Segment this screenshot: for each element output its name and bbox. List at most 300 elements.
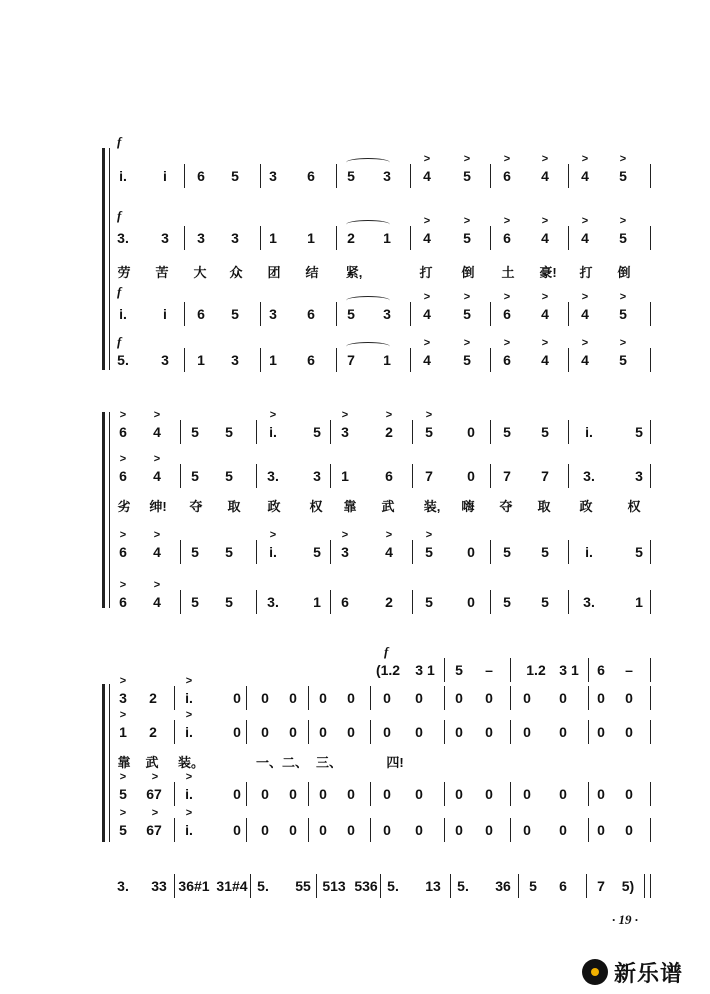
staff-row [114, 453, 654, 490]
note: 3 [269, 306, 277, 322]
barline [490, 348, 491, 372]
note: 3 [341, 544, 349, 560]
barline [412, 464, 413, 488]
note: 4 [581, 168, 589, 184]
barline [588, 782, 589, 806]
note: 2 [149, 690, 157, 706]
note: 0 [319, 690, 327, 706]
system-bracket [102, 412, 105, 608]
accent-mark: > [153, 529, 161, 541]
note: 0 [559, 690, 567, 706]
note: 4 [423, 168, 431, 184]
note: 0 [523, 690, 531, 706]
note: 6 [307, 168, 315, 184]
accent-mark: > [425, 409, 433, 421]
staff-row [114, 807, 654, 844]
accent-mark: > [119, 579, 127, 591]
lyric-char: 团 [267, 265, 281, 280]
note: 3 [269, 168, 277, 184]
accent-mark: > [153, 409, 161, 421]
note: 0 [523, 724, 531, 740]
barline [650, 348, 651, 372]
slur [346, 342, 390, 351]
lyric-char: 装。 [177, 755, 204, 770]
note: 0 [485, 724, 493, 740]
lyric-char: 武 [145, 755, 159, 770]
barline [650, 686, 651, 710]
note: 3. [583, 594, 595, 610]
note: i. [119, 168, 127, 184]
barline [490, 226, 491, 250]
lyric-char: 靠 [117, 755, 131, 770]
note: 7 [425, 468, 433, 484]
accent-mark: > [581, 291, 589, 303]
accent-mark: > [153, 579, 161, 591]
note: 31#4 [216, 878, 248, 894]
barline [650, 720, 651, 744]
note: 536 [354, 878, 378, 894]
system-bracket [102, 148, 105, 370]
lyric-char: 取 [537, 499, 551, 514]
note: 3 1 [415, 662, 435, 678]
note: 0 [559, 786, 567, 802]
barline [174, 818, 175, 842]
note: 5 [225, 594, 233, 610]
lyric-char: 靠 [343, 499, 357, 514]
note: 5 [191, 468, 199, 484]
note: 13 [425, 878, 441, 894]
barline [588, 818, 589, 842]
note: 5 [463, 352, 471, 368]
barline [518, 874, 519, 898]
barline [650, 874, 651, 898]
note: 0 [383, 690, 391, 706]
note: – [485, 662, 493, 678]
accent-mark: > [463, 153, 471, 165]
note: 5 [503, 594, 511, 610]
barline [184, 226, 185, 250]
note: 5 [347, 306, 355, 322]
note: 5 [463, 230, 471, 246]
barline [174, 874, 175, 898]
barline [444, 686, 445, 710]
barline [510, 782, 511, 806]
note: 0 [289, 822, 297, 838]
accent-mark: > [119, 709, 127, 721]
note: 6 [197, 168, 205, 184]
accent-mark: > [385, 529, 393, 541]
note: 4 [423, 306, 431, 322]
note: i. [269, 424, 277, 440]
barline [568, 420, 569, 444]
barline [174, 686, 175, 710]
note: (1.2 [375, 662, 401, 678]
note: 4 [541, 306, 549, 322]
barline [568, 302, 569, 326]
note: 1 [383, 230, 391, 246]
barline [410, 348, 411, 372]
note: 3. [117, 230, 129, 246]
note: 5) [621, 878, 635, 894]
note: 0 [455, 690, 463, 706]
lyric-char: 紧, [345, 265, 363, 280]
note: 0 [597, 690, 605, 706]
barline [510, 720, 511, 744]
barline [370, 720, 371, 744]
accent-mark: > [119, 409, 127, 421]
barline [650, 164, 651, 188]
accent-mark: > [269, 409, 277, 421]
note: 3. [267, 468, 279, 484]
slur [346, 296, 390, 305]
barline [650, 658, 651, 682]
note: 0 [455, 822, 463, 838]
note: 6 [503, 352, 511, 368]
note: 0 [455, 724, 463, 740]
note: 0 [625, 724, 633, 740]
barline [490, 420, 491, 444]
barline [650, 420, 651, 444]
accent-mark: > [541, 337, 549, 349]
barline [412, 420, 413, 444]
accent-mark: > [119, 529, 127, 541]
barline [246, 818, 247, 842]
note: 3 [383, 306, 391, 322]
note: 3 [119, 690, 127, 706]
note: 0 [261, 822, 269, 838]
lyric-char: 大 [193, 265, 207, 280]
note: 5 [119, 822, 127, 838]
note: 5 [191, 544, 199, 560]
accent-mark: > [185, 771, 193, 783]
note: 1 [269, 352, 277, 368]
lyric-char: 劳 [117, 265, 131, 280]
dynamic-mark: f [384, 644, 389, 659]
note: 0 [485, 786, 493, 802]
note: 6 [119, 468, 127, 484]
note: 0 [485, 690, 493, 706]
watermark-logo [582, 955, 702, 989]
note: 3 [231, 352, 239, 368]
staff-row [114, 215, 654, 252]
barline [316, 874, 317, 898]
barline [260, 348, 261, 372]
staff-row [114, 153, 654, 190]
note: 5. [117, 352, 129, 368]
staff-row [114, 337, 654, 374]
note: 0 [485, 822, 493, 838]
note: 5 [619, 306, 627, 322]
note: 5 [541, 424, 549, 440]
lyric-char: 权 [627, 499, 641, 514]
barline [444, 720, 445, 744]
note: 0 [233, 724, 241, 740]
note: 5 [541, 594, 549, 610]
note: 0 [319, 786, 327, 802]
note: 0 [467, 424, 475, 440]
note: 0 [415, 822, 423, 838]
note: 55 [295, 878, 311, 894]
note: 5 [541, 544, 549, 560]
barline [510, 658, 511, 682]
note: 5 [463, 168, 471, 184]
barline [490, 590, 491, 614]
note: 5 [191, 424, 199, 440]
accent-mark: > [119, 807, 127, 819]
staff-row [114, 529, 654, 566]
note: 7 [541, 468, 549, 484]
barline [330, 420, 331, 444]
slur [346, 220, 390, 229]
note: 0 [383, 822, 391, 838]
note: 0 [347, 822, 355, 838]
lyric-char: 三、 [315, 755, 342, 770]
page-number: · 19 · [612, 912, 638, 927]
accent-mark: > [341, 409, 349, 421]
note: 0 [415, 786, 423, 802]
slur [346, 158, 390, 167]
lyric-char: 众 [229, 265, 243, 280]
note: 0 [383, 786, 391, 802]
note: 0 [289, 786, 297, 802]
note: 3 1 [559, 662, 579, 678]
note: 0 [261, 724, 269, 740]
staff-row [114, 771, 654, 808]
note: 4 [423, 230, 431, 246]
note: 1 [307, 230, 315, 246]
note: 0 [467, 594, 475, 610]
barline [650, 818, 651, 842]
note: 3 [313, 468, 321, 484]
barline [380, 874, 381, 898]
note: 6 [503, 306, 511, 322]
barline [412, 540, 413, 564]
note: 3 [341, 424, 349, 440]
barline [308, 720, 309, 744]
note: 5 [313, 424, 321, 440]
note: 36#1 [178, 878, 210, 894]
note: 6 [341, 594, 349, 610]
barline [180, 540, 181, 564]
note: 0 [261, 786, 269, 802]
accent-mark: > [423, 153, 431, 165]
note: 0 [597, 822, 605, 838]
lyric-char: 取 [227, 499, 241, 514]
barline [246, 720, 247, 744]
note: 36 [495, 878, 511, 894]
note: 4 [541, 230, 549, 246]
barline [336, 348, 337, 372]
barline [568, 226, 569, 250]
lyric-char: 政 [579, 499, 593, 514]
barline [308, 686, 309, 710]
accent-mark: > [153, 453, 161, 465]
accent-mark: > [185, 709, 193, 721]
barline [330, 540, 331, 564]
note: 3 [161, 230, 169, 246]
barline [256, 420, 257, 444]
note: 5 [455, 662, 463, 678]
note: i. [185, 822, 193, 838]
barline [336, 226, 337, 250]
note: 3 [383, 168, 391, 184]
note: 0 [347, 690, 355, 706]
note: 3. [267, 594, 279, 610]
instrumental-tail-row [114, 878, 654, 900]
lyric-line [114, 496, 654, 514]
system-bracket [102, 684, 105, 842]
dynamic-mark: f [117, 134, 122, 149]
lyric-char: 倒 [617, 265, 631, 280]
lyric-char: 苦 [155, 265, 169, 280]
watermark-text: 新乐谱 [614, 960, 684, 986]
lyric-char: 打 [579, 265, 593, 280]
barline [650, 464, 651, 488]
note: 5 [503, 544, 511, 560]
note: 0 [523, 822, 531, 838]
note: 0 [625, 822, 633, 838]
note: i. [585, 544, 593, 560]
lyric-char: 土 [501, 265, 515, 280]
accent-mark: > [581, 153, 589, 165]
accent-mark: > [423, 215, 431, 227]
note: 1 [269, 230, 277, 246]
lyric-line [114, 262, 654, 280]
barline [256, 464, 257, 488]
note: 6 [559, 878, 567, 894]
note: 0 [455, 786, 463, 802]
note: 1 [635, 594, 643, 610]
note: 5 [347, 168, 355, 184]
note: 5 [635, 424, 643, 440]
barline [370, 818, 371, 842]
barline [256, 540, 257, 564]
note: 5 [225, 424, 233, 440]
dynamic-mark: f [117, 208, 122, 223]
note: 5 [231, 168, 239, 184]
barline [410, 164, 411, 188]
lyric-char: 嗨 [461, 499, 475, 514]
note: 5 [529, 878, 537, 894]
lyric-char: 绅! [149, 499, 167, 514]
accent-mark: > [151, 771, 159, 783]
accent-mark: > [541, 291, 549, 303]
accent-mark: > [581, 215, 589, 227]
note: 0 [625, 690, 633, 706]
note: 0 [523, 786, 531, 802]
accent-mark: > [619, 153, 627, 165]
note: 2 [347, 230, 355, 246]
barline [308, 782, 309, 806]
dynamic-mark: f [117, 334, 122, 349]
note: 0 [467, 468, 475, 484]
note: 0 [415, 724, 423, 740]
lyric-line [114, 752, 654, 770]
note: 3. [117, 878, 129, 894]
note: 3. [583, 468, 595, 484]
note: 0 [233, 786, 241, 802]
lyric-char: 夺 [189, 499, 203, 514]
note: i [163, 306, 167, 322]
barline [490, 164, 491, 188]
barline [336, 164, 337, 188]
note: 6 [503, 168, 511, 184]
note: 3 [231, 230, 239, 246]
note: 3 [635, 468, 643, 484]
barline [588, 686, 589, 710]
lyric-char: 装, [423, 499, 441, 514]
note: 67 [146, 786, 162, 802]
note: 4 [153, 544, 161, 560]
note: 5. [387, 878, 399, 894]
note: 6 [307, 352, 315, 368]
barline [568, 464, 569, 488]
note: 0 [289, 690, 297, 706]
note: 0 [625, 786, 633, 802]
note: 4 [385, 544, 393, 560]
note: 0 [233, 690, 241, 706]
note: 1 [383, 352, 391, 368]
note: 5 [619, 230, 627, 246]
note: 0 [319, 822, 327, 838]
note: i [163, 168, 167, 184]
barline [184, 302, 185, 326]
note: 6 [197, 306, 205, 322]
barline [510, 818, 511, 842]
note: 4 [541, 352, 549, 368]
note: 5 [225, 544, 233, 560]
note: 7 [347, 352, 355, 368]
barline [490, 540, 491, 564]
accent-mark: > [619, 215, 627, 227]
accent-mark: > [151, 807, 159, 819]
note: 6 [119, 594, 127, 610]
barline [444, 658, 445, 682]
lyric-char: 打 [419, 265, 433, 280]
note: 5 [119, 786, 127, 802]
note: i. [269, 544, 277, 560]
barline [568, 540, 569, 564]
note: 5 [635, 544, 643, 560]
note: 5 [463, 306, 471, 322]
note: 2 [385, 594, 393, 610]
note: 4 [423, 352, 431, 368]
dynamic-mark: f [117, 284, 122, 299]
note: 0 [233, 822, 241, 838]
note: 3 [197, 230, 205, 246]
note: 6 [597, 662, 605, 678]
note: 1 [341, 468, 349, 484]
note: 5. [257, 878, 269, 894]
lyric-char: 劣 [117, 499, 131, 514]
note: 4 [541, 168, 549, 184]
barline [650, 302, 651, 326]
note: i. [585, 424, 593, 440]
accent-mark: > [619, 291, 627, 303]
accent-mark: > [269, 529, 277, 541]
note: 0 [383, 724, 391, 740]
note: 2 [149, 724, 157, 740]
note: 5 [425, 544, 433, 560]
note: 0 [415, 690, 423, 706]
barline [650, 782, 651, 806]
note: 513 [322, 878, 346, 894]
note: 0 [467, 544, 475, 560]
barline [184, 348, 185, 372]
barline [490, 302, 491, 326]
barline [568, 348, 569, 372]
accent-mark: > [425, 529, 433, 541]
